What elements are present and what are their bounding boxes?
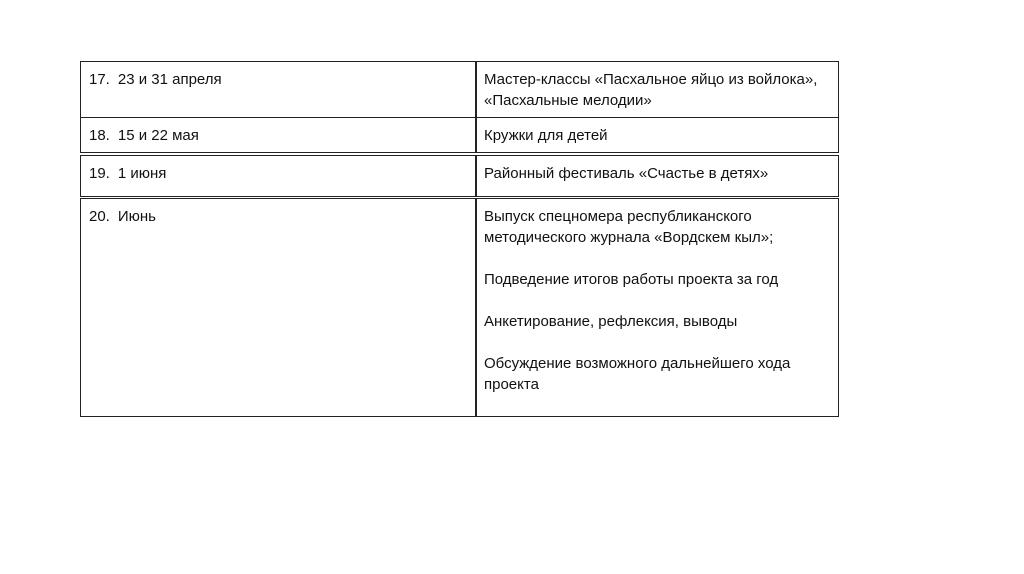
row-number: 19. — [89, 165, 110, 182]
event-text: Кружки для детей — [484, 127, 608, 144]
paragraph-gap — [484, 248, 830, 269]
table-row — [80, 198, 839, 417]
event-cell — [475, 61, 839, 118]
row-number: 17. — [89, 71, 110, 88]
paragraph-gap — [484, 290, 830, 311]
event-text: Анкетирование, рефлексия, выводы — [484, 313, 738, 330]
table-row — [80, 155, 839, 197]
event-text: Выпуск спецномера республиканского методического журнала «Вордскем кыл»; — [484, 208, 774, 246]
date-cell — [80, 61, 477, 118]
event-text: Мастер-классы «Пасхальное яйцо из войлока», «Пасхальные мелодии» — [484, 71, 818, 109]
event-cell — [475, 117, 839, 153]
row-number: 20. — [89, 208, 110, 225]
row-date: 15 и 22 мая — [117, 127, 199, 144]
date-cell — [80, 155, 477, 197]
date-cell — [80, 117, 477, 153]
event-text: Обсуждение возможного дальнейшего хода проекта — [484, 355, 791, 393]
event-cell — [475, 198, 839, 417]
row-date: 23 и 31 апреля — [117, 71, 222, 88]
table-row — [80, 61, 839, 118]
event-text: Подведение итогов работы проекта за год — [484, 271, 779, 288]
event-text: Районный фестиваль «Счастье в детях» — [484, 165, 769, 182]
row-number: 18. — [89, 127, 110, 144]
paragraph-gap — [484, 332, 830, 353]
row-date: 1 июня — [117, 165, 167, 182]
row-date: Июнь — [117, 208, 156, 225]
date-cell — [80, 198, 477, 417]
table-row — [80, 117, 839, 153]
event-cell — [475, 155, 839, 197]
